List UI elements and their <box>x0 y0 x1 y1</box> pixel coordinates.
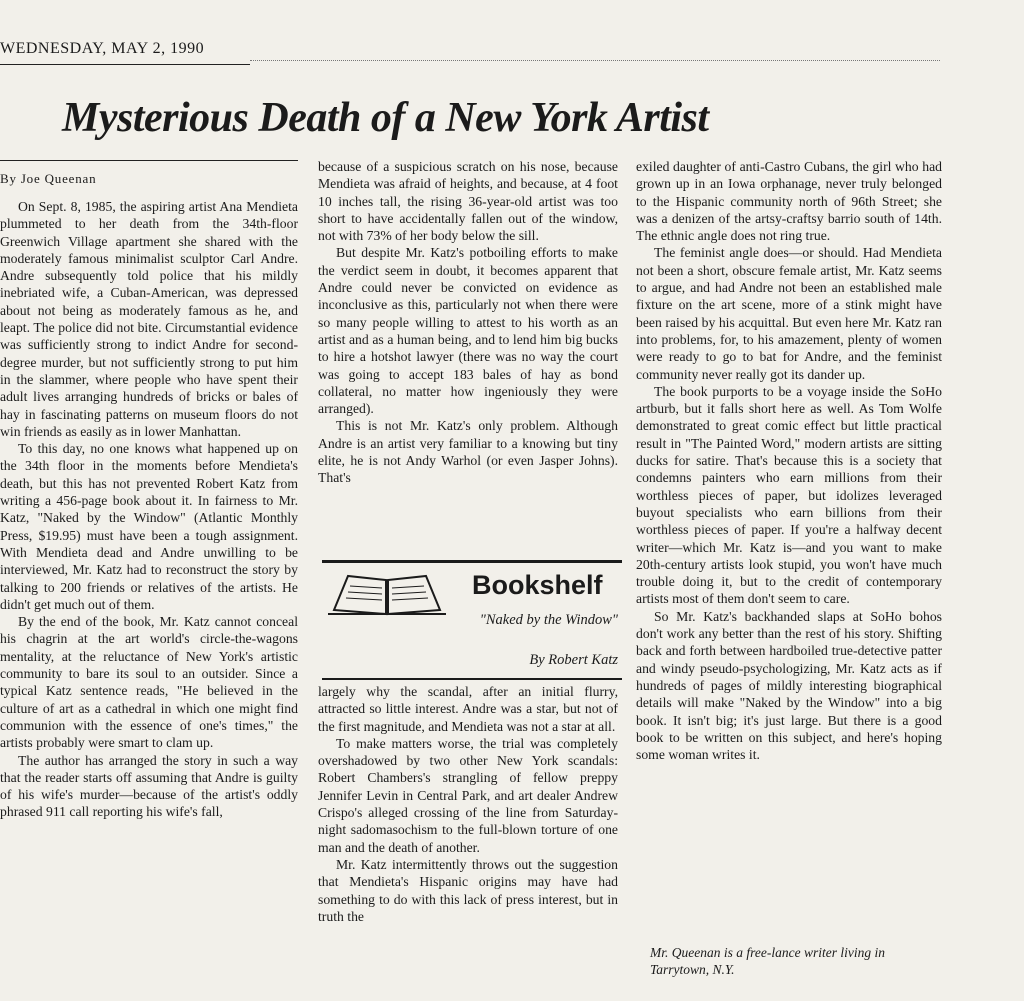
paragraph: because of a suspicious scratch on his nose, because Mendieta was afraid of heights, and because, at 4 foot 10 inches tall, the rising 36-year-old artist was too short to have accidentally fallen out of the window, not with 73% of her body below the sill. <box>318 159 618 244</box>
paragraph: So Mr. Katz's backhanded slaps at SoHo bohos don't work any better than the rest of his story. Shifting back and forth between hardboiled true-detective patter and windy pseudo-psychologizing, Mr. Katz acts as if hundreds of pages of mildly interesting biographical details will make "Naked by the Window" into a big book. It isn't big; it's just large. But there is a good book to be written on this subject, and here's hoping some woman writes it. <box>636 608 942 763</box>
paragraph: largely why the scandal, after an initial flurry, attracted so little interest. Andre was a star, but not of the first magnitude, and Mendieta was not a star at all. <box>318 684 618 734</box>
paragraph: On Sept. 8, 1985, the aspiring artist Ana Mendieta plummeted to her death from the 34th-floor Greenwich Village apartment she shared with the moderately famous minimalist sculptor Carl Andre. Andre subsequently told police that his mildly inebriated wife, a Cuban-American, was depressed about not being as moderately famous as he, and leapt. The police did not bite. Circumstantial evidence was sufficiently strong to indict Andre for second-degree murder, but not sufficiently strong to put him in the slammer, where people who have spent their adult lives arranging hundreds of bricks or bales of hay in fascinating patterns on museum floors do not win friends as easily as in lower Manhattan. <box>0 199 298 439</box>
bookshelf-rule-bottom <box>322 678 622 680</box>
author-credit: Mr. Queenan is a free-lance writer living in Tarrytown, N.Y. <box>650 945 885 977</box>
headline: Mysterious Death of a New York Artist <box>62 95 709 141</box>
bookshelf-title: Bookshelf <box>472 570 603 600</box>
paragraph: By the end of the book, Mr. Katz cannot conceal his chagrin at the art world's circle-the-wagons mentality, at the reluctance of New York's artistic community to bare its soul to an outsider. Since a typical Katz sentence reads, "He believed in the culture of art as a cathedral in which one might find communion with the essence of one's times," the artists probably were smart to clam up. <box>0 614 298 751</box>
bookshelf-box <box>322 560 622 682</box>
article-column-3 <box>636 158 942 928</box>
book-author: By Robert Katz <box>529 652 618 668</box>
dateline: WEDNESDAY, MAY 2, 1990 <box>0 40 250 65</box>
paragraph: To this day, no one knows what happened up on the 34th floor in the moments before Mendieta's death, but this has not prevented Robert Katz from writing a 456-page book about it. In fairness to Mr. Katz, "Naked by the Window" (Atlantic Monthly Press, $19.95) must have been a tough assignment. With Mendieta dead and Andre unwilling to be interviewed, Mr. Katz had to reconstruct the story by talking to 200 friends or relatives of the artists. He didn't get much out of them. <box>0 441 298 612</box>
paragraph: The feminist angle does—or should. Had Mendieta not been a short, obscure female artist, Mr. Katz seems to argue, and had Andre not been an established male fixture on the art scene, more of a stink might have been raised by his acquittal. But even here Mr. Katz ran into problems, for, to his amazement, plenty of women were ready to go to bat for Andre, and the feminist community never really got its dander up. <box>636 245 942 382</box>
byline: By Joe Queenan <box>0 160 298 195</box>
article-column-1 <box>0 198 298 993</box>
paragraph: The author has arranged the story in such a way that the reader starts off assuming that Andre is guilty of his wife's murder—because of the artist's oddly phrased 911 call reporting his wife's fall, <box>0 752 298 820</box>
paragraph: Mr. Katz intermittently throws out the suggestion that Mendieta's Hispanic origins may have had something to do with this lack of press interest, but in truth the <box>318 856 618 924</box>
book-title: "Naked by the Window" <box>479 612 618 628</box>
paragraph: This is not Mr. Katz's only problem. Although Andre is an artist very familiar to a knowing but tiny elite, he is not Andy Warhol (or even Jasper Johns). That's <box>318 418 618 486</box>
paragraph: To make matters worse, the trial was completely overshadowed by two other New York scandals: Robert Chambers's strangling of fellow preppy Jennifer Levin in Central Park, and art dealer Andrew Crispo's alleged crossing of the line from Saturday-night sadomasochism to the full-blown torture of one man and the death of another. <box>318 735 618 855</box>
open-book-icon <box>328 570 446 616</box>
paragraph: The book purports to be a voyage inside the SoHo artburb, but it falls short here as well. As Tom Wolfe demonstrated to great comic effect but little practical result in "The Painted Word," modern artists are sitting ducks for satire. That's because this is a society that condemns painters who earn millions from their worthless pieces of paper, but idolizes leveraged buyout specialists who earn billions from their worthless pieces of paper. If you're a halfway decent writer—which Mr. Katz is—and you want to make 20th-century artists look stupid, you won't have much trouble doing it, but to the credit of contemporary artists most of them don't seem to care. <box>636 383 942 607</box>
article-column-2-bottom <box>318 683 618 983</box>
top-rule <box>250 60 940 61</box>
bookshelf-rule-top <box>322 560 622 563</box>
article-column-2-top <box>318 158 618 556</box>
paragraph: exiled daughter of anti-Castro Cubans, the girl who had grown up in an Iowa orphanage, never truly belonged to the Hispanic community north of 96th Street; she was a denizen of the artsy-craftsy barrio south of 14th. The ethnic angle does not ring true. <box>636 159 942 244</box>
paragraph: But despite Mr. Katz's potboiling efforts to make the verdict seem in doubt, it becomes apparent that Andre could never be convicted on evidence as inconclusive as this, particularly not when there were so many people willing to attest to his worth as an artist and as a human being, and to lend him big bucks to hire a hotshot lawyer (there was no way the court was going to accept 183 bales of hay as bond collateral, no matter how ingeniously they were arranged). <box>318 245 618 417</box>
